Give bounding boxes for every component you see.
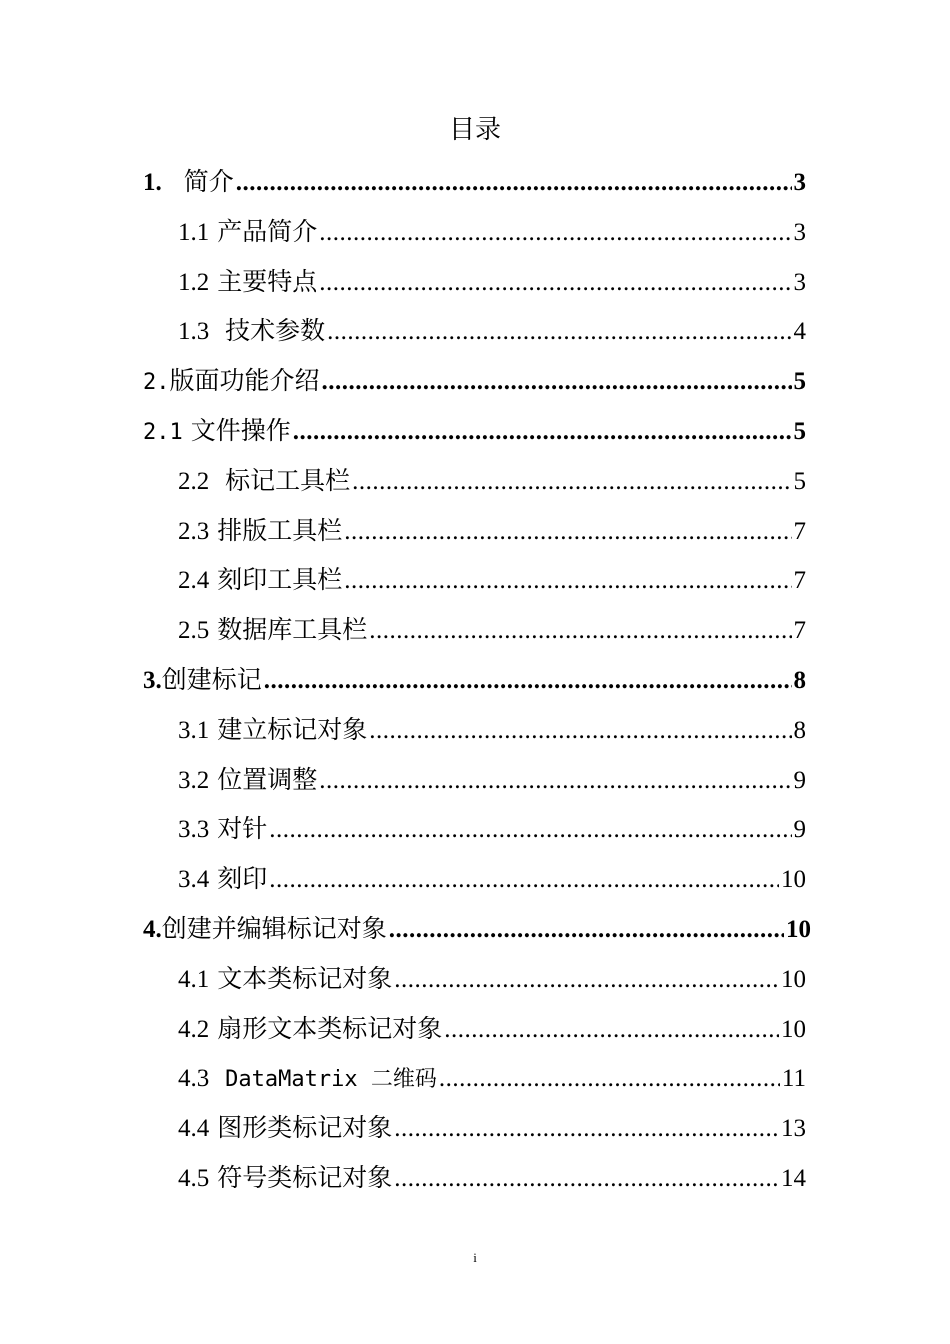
toc-entry-label — [178, 1053, 437, 1105]
toc-entry-text: 扇形文本类标记对象 — [217, 1013, 443, 1043]
toc-dot-leader — [319, 258, 791, 308]
toc-dot-leader — [327, 307, 791, 357]
toc-entry-page: 11 — [781, 1065, 806, 1093]
toc-entry-3-2[interactable] — [0, 755, 950, 805]
toc-entry-text: 简介 — [183, 167, 234, 196]
toc-entry-number: 3.1 — [178, 716, 210, 744]
toc-entry-label — [178, 1004, 442, 1055]
toc-entry-label — [178, 1103, 392, 1154]
toc-entry-number: 4. — [143, 915, 162, 943]
toc-entry-page: 13 — [781, 1115, 806, 1143]
toc-entry-page: 9 — [793, 766, 806, 794]
toc-dot-leader — [394, 1104, 779, 1154]
toc-entry-text: 刻印 — [217, 864, 268, 894]
toc-dot-leader — [344, 507, 791, 557]
toc-entry-label — [143, 406, 291, 458]
table-of-contents — [0, 157, 950, 1203]
toc-entry-text: 数据库工具栏 — [217, 615, 368, 645]
page-number-footer: i — [473, 1250, 477, 1265]
toc-entry-2-4[interactable] — [0, 555, 950, 605]
toc-entry-page: 10 — [781, 866, 806, 894]
toc-entry-text: 创建标记 — [161, 664, 262, 694]
toc-entry-text: 标记工具栏 — [225, 465, 351, 495]
toc-entry-number: 3.3 — [178, 816, 210, 844]
toc-entry-4-3[interactable] — [0, 1053, 950, 1103]
toc-dot-leader — [269, 805, 791, 855]
toc-entry-page: 9 — [793, 816, 806, 844]
toc-entry-2-5[interactable] — [0, 605, 950, 655]
toc-entry-number: 3.2 — [178, 766, 210, 794]
toc-entry-label — [143, 655, 262, 706]
toc-entry-page: 3 — [793, 169, 806, 196]
toc-entry-3-3[interactable] — [0, 804, 950, 854]
toc-entry-text: 文件操作 — [190, 415, 291, 445]
toc-entry-page: 7 — [793, 517, 806, 545]
toc-entry-1-2[interactable] — [0, 257, 950, 307]
toc-entry-4-5[interactable] — [0, 1153, 950, 1203]
toc-entry-label — [178, 954, 392, 1005]
toc-entry-text: DataMatrix 二维码 — [225, 1067, 437, 1093]
toc-entry-page: 3 — [793, 218, 806, 246]
toc-entry-text: 产品简介 — [217, 216, 318, 246]
toc-entry-text: 主要特点 — [217, 266, 318, 296]
toc-entry-label — [178, 207, 317, 258]
toc-entry-number: 1. — [143, 169, 162, 196]
toc-entry-number: 1.3 — [178, 318, 210, 346]
toc-entry-label — [178, 306, 325, 357]
toc-entry-page: 10 — [781, 1015, 806, 1043]
toc-dot-leader — [369, 706, 791, 756]
toc-entry-page: 7 — [793, 567, 806, 595]
toc-entry-page: 10 — [786, 915, 811, 943]
toc-title: 目录 — [448, 115, 501, 145]
toc-entry-text: 对针 — [217, 814, 268, 844]
toc-entry-label — [143, 904, 387, 955]
toc-dot-leader — [236, 158, 792, 208]
toc-dot-leader — [369, 606, 791, 656]
toc-entry-page: 8 — [793, 716, 806, 744]
toc-entry-text: 刻印工具栏 — [217, 565, 343, 595]
toc-dot-leader — [439, 1054, 780, 1104]
toc-entry-text: 技术参数 — [225, 316, 326, 346]
toc-entry-number: 4.3 — [178, 1065, 210, 1093]
toc-entry-number: 4.5 — [178, 1164, 210, 1192]
toc-entry-text: 建立标记对象 — [217, 714, 368, 744]
toc-entry-number: 1.1 — [178, 218, 210, 246]
toc-entry-text: 创建并编辑标记对象 — [161, 913, 387, 943]
toc-dot-leader — [269, 855, 779, 905]
toc-entry-label — [178, 456, 350, 507]
toc-entry-page: 4 — [793, 318, 806, 346]
toc-entry-1-1[interactable] — [0, 207, 950, 257]
toc-entry-number: 4.1 — [178, 965, 210, 993]
toc-entry-page: 10 — [781, 965, 806, 993]
toc-entry-label — [178, 755, 317, 806]
toc-entry-3-1[interactable] — [0, 705, 950, 755]
toc-entry-number: 2.2 — [178, 467, 210, 495]
toc-entry-label — [143, 157, 234, 208]
toc-entry-label — [178, 705, 367, 756]
toc-entry-label — [178, 804, 267, 855]
toc-entry-label — [178, 1153, 392, 1204]
toc-dot-leader — [352, 457, 791, 507]
toc-entry-number: 3. — [143, 666, 162, 694]
toc-entry-page: 8 — [793, 666, 806, 694]
toc-dot-leader — [344, 556, 791, 606]
toc-entry-number: 2.5 — [178, 617, 210, 645]
toc-entry-number: 3.4 — [178, 866, 210, 894]
toc-entry-4-1[interactable] — [0, 954, 950, 1004]
toc-entry-2-3[interactable] — [0, 506, 950, 556]
toc-dot-leader — [293, 407, 792, 457]
toc-entry-2-1[interactable] — [0, 406, 950, 456]
toc-entry-3-4[interactable] — [0, 854, 950, 904]
toc-entry-label — [178, 854, 267, 905]
toc-dot-leader — [444, 1005, 779, 1055]
toc-entry-number: 4.4 — [178, 1115, 210, 1143]
toc-entry-label — [178, 257, 317, 308]
toc-entry-4[interactable] — [0, 904, 950, 954]
toc-entry-text: 符号类标记对象 — [217, 1162, 393, 1192]
toc-dot-leader — [264, 656, 792, 706]
toc-entry-page: 5 — [793, 417, 806, 445]
toc-entry-page: 5 — [793, 467, 806, 495]
toc-entry-label — [178, 605, 367, 656]
toc-entry-text: 排版工具栏 — [217, 515, 343, 545]
toc-entry-number: 2.4 — [178, 567, 210, 595]
toc-entry-1[interactable] — [0, 157, 950, 207]
toc-dot-leader — [319, 208, 791, 258]
toc-entry-label — [178, 506, 342, 557]
toc-entry-text: 文本类标记对象 — [217, 963, 393, 993]
toc-entry-number: 2.1 — [143, 419, 183, 445]
toc-entry-text: 版面功能介绍 — [169, 366, 320, 396]
toc-entry-1-3[interactable] — [0, 306, 950, 356]
toc-entry-number: 4.2 — [178, 1015, 210, 1043]
toc-dot-leader — [394, 955, 779, 1005]
toc-entry-number: 2.3 — [178, 517, 210, 545]
toc-entry-number: 2. — [143, 370, 170, 396]
toc-entry-2-2[interactable] — [0, 456, 950, 506]
toc-entry-number: 1.2 — [178, 268, 210, 296]
toc-entry-text: 图形类标记对象 — [217, 1113, 393, 1143]
toc-entry-4-2[interactable] — [0, 1004, 950, 1054]
toc-dot-leader — [319, 756, 791, 806]
toc-dot-leader — [394, 1154, 779, 1204]
toc-entry-page: 5 — [793, 368, 806, 396]
toc-entry-page: 7 — [793, 617, 806, 645]
toc-entry-4-4[interactable] — [0, 1103, 950, 1153]
toc-entry-label — [143, 356, 320, 408]
toc-entry-2[interactable] — [0, 356, 950, 406]
toc-dot-leader — [389, 905, 784, 955]
toc-entry-3[interactable] — [0, 655, 950, 705]
toc-entry-page: 14 — [781, 1164, 806, 1192]
toc-entry-label — [178, 555, 342, 606]
toc-dot-leader — [322, 357, 792, 407]
toc-entry-page: 3 — [793, 268, 806, 296]
toc-entry-text: 位置调整 — [217, 764, 318, 794]
